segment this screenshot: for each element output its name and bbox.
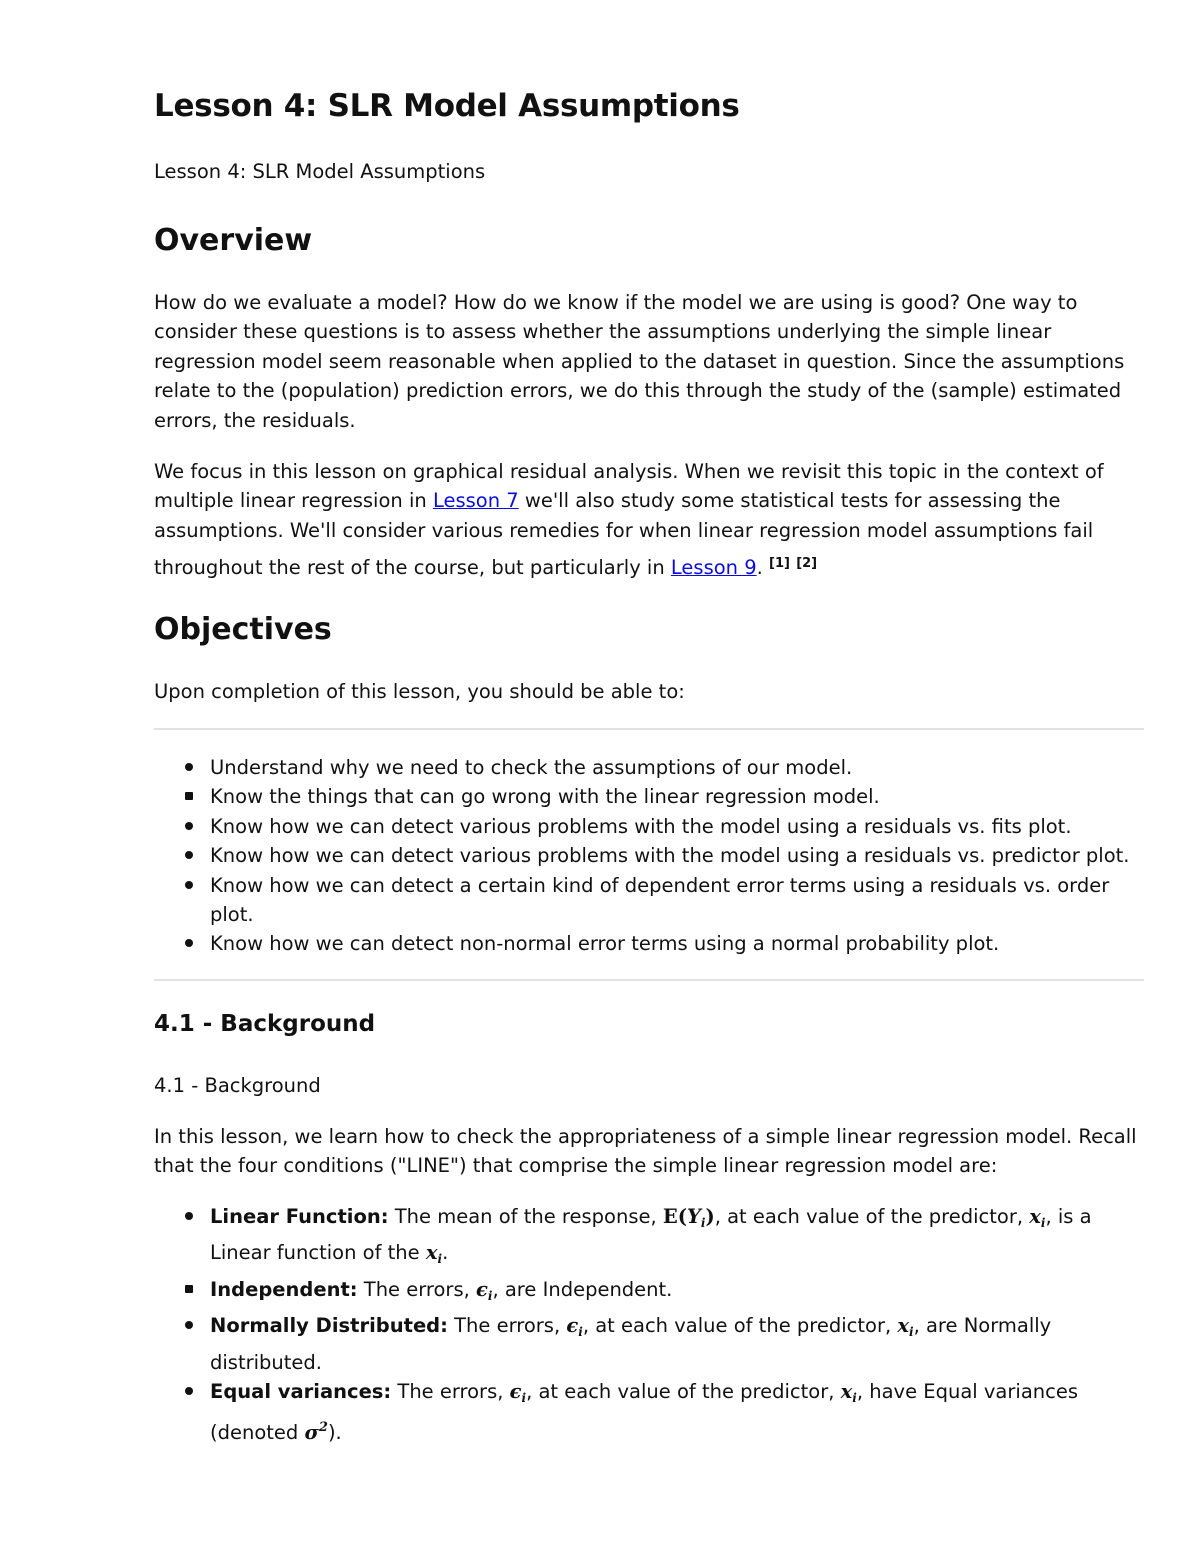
bullet-icon — [185, 1387, 193, 1395]
objectives-heading: Objectives — [154, 612, 332, 647]
text-segment: (denoted — [210, 1421, 305, 1445]
math-subscript: i — [437, 1252, 443, 1267]
list-item — [154, 753, 1144, 782]
footnote-ref-1[interactable]: [1] — [769, 556, 790, 572]
list-item-text — [210, 1238, 1144, 1274]
text-segment: throughout the rest of the course, but particularly in — [154, 556, 671, 580]
list-item — [154, 1202, 1144, 1275]
bullet-icon — [185, 1285, 193, 1293]
math-subscript: i — [1040, 1216, 1046, 1230]
background-intro — [154, 1122, 1144, 1181]
bullet-icon — [185, 763, 193, 771]
line-conditions-list — [154, 1202, 1144, 1448]
math-symbol: Y — [686, 1205, 701, 1228]
condition-term: Independent: — [210, 1277, 358, 1301]
objectives-list — [154, 753, 1144, 959]
math-symbol: x — [897, 1314, 909, 1338]
bullet-icon — [185, 881, 193, 889]
math-expectation: $E(Y_i)$ — [662, 1205, 715, 1230]
section-subtitle — [154, 1071, 1144, 1100]
footnote-ref-2[interactable]: [2] — [796, 556, 818, 572]
text-segment: , have Equal variances — [856, 1380, 1079, 1404]
overview-paragraph-1 — [154, 288, 1144, 435]
math-symbol — [425, 1241, 443, 1267]
text-line: How do we evaluate a model? How do we know if the model we are using is good? One way to — [154, 291, 1078, 314]
text-line — [154, 549, 1144, 578]
list-item — [154, 1275, 1144, 1311]
list-item — [154, 841, 1144, 870]
list-item-text — [210, 1202, 1144, 1238]
list-item — [154, 812, 1144, 841]
bullet-icon — [185, 1321, 193, 1329]
list-item-text: Know the things that can go wrong with the linear regression model. — [210, 785, 880, 809]
math-symbol: σ — [304, 1421, 319, 1445]
page-title: Lesson 4: SLR Model Assumptions — [154, 88, 740, 124]
condition-term: Normally Distributed: — [210, 1314, 448, 1338]
list-item-text — [210, 1311, 1144, 1347]
condition-term: Linear Function: — [210, 1205, 389, 1228]
bullet-icon — [185, 792, 193, 800]
list-item-text: Know how we can detect a certain kind of dependent error terms using a residuals vs. order — [210, 873, 1110, 897]
list-item-text: distributed. — [210, 1350, 322, 1374]
math-superscript: 2 — [318, 1420, 328, 1436]
text-segment: . — [756, 556, 763, 580]
math-subscript: i — [852, 1391, 857, 1406]
list-item-text: Know how we can detect various problems with the model using a residuals vs. fits plot. — [210, 814, 1072, 838]
overview-paragraph-2 — [154, 457, 1144, 579]
text-segment: , at each value of the predictor, — [582, 1314, 898, 1338]
list-item — [154, 929, 1144, 958]
lesson-9-link[interactable]: Lesson 9 — [670, 556, 757, 580]
list-item-text: Know how we can detect non-normal error terms using a normal probability plot. — [210, 932, 1000, 956]
math-subscript: i — [578, 1325, 583, 1340]
bullet-icon — [185, 1212, 193, 1220]
math-symbol: ϵ — [476, 1277, 488, 1301]
text-segment: , are Normally — [913, 1314, 1052, 1338]
text-segment: , at each value of the predictor, — [714, 1205, 1030, 1228]
list-item-text: Understand why we need to check the assumptions of our model. — [210, 756, 853, 779]
condition-term: Equal variances: — [210, 1380, 392, 1404]
math-symbol — [566, 1314, 583, 1340]
text-line: relate to the (population) prediction errors, we do this through the study of the (sample) estimated — [154, 379, 1122, 403]
text-segment: . — [442, 1241, 449, 1265]
math-subscript: i — [700, 1216, 706, 1230]
divider — [154, 728, 1144, 730]
math-symbol: E — [662, 1205, 678, 1228]
list-item-text — [210, 1413, 1144, 1447]
list-item-text — [210, 1275, 1144, 1311]
text-segment: Linear function of the — [210, 1241, 426, 1265]
overview-heading: Overview — [154, 223, 313, 258]
math-symbol — [1029, 1205, 1045, 1228]
math-symbol — [509, 1380, 527, 1406]
text-line: We focus in this lesson on graphical residual analysis. When we revisit this topic in the context of — [154, 460, 1104, 483]
text-line: that the four conditions ("LINE") that comprise the simple linear regression model are: — [154, 1154, 998, 1178]
list-item — [154, 1311, 1144, 1377]
text-line: 4.1 - Background — [154, 1074, 321, 1097]
list-item — [154, 1377, 1144, 1448]
math-symbol — [687, 1205, 705, 1228]
text-line — [154, 486, 1144, 515]
bullet-icon — [185, 939, 193, 947]
text-line: consider these questions is to assess whether the assumptions underlying the simple linear — [154, 320, 1052, 344]
math-symbol: ϵ — [509, 1380, 522, 1404]
divider — [154, 979, 1144, 981]
section-heading: 4.1 - Background — [154, 1011, 376, 1037]
math-symbol — [305, 1421, 328, 1444]
math-symbol: x — [425, 1241, 438, 1265]
text-line: regression model seem reasonable when applied to the dataset in question. Since the assumptions — [154, 349, 1125, 373]
text-line: Upon completion of this lesson, you should be able to: — [154, 680, 685, 703]
bullet-icon — [185, 822, 193, 830]
text-segment: ). — [327, 1421, 342, 1445]
list-item-text: plot. — [210, 903, 254, 927]
text-segment: The errors, — [447, 1314, 567, 1338]
math-subscript: i — [521, 1391, 527, 1406]
text-segment: , is a — [1045, 1205, 1092, 1228]
list-item — [154, 871, 1144, 930]
list-item-text: Know how we can detect various problems with the model using a residuals vs. predictor plot. — [210, 844, 1130, 868]
text-segment: we'll also study some statistical tests for assessing the — [518, 489, 1061, 513]
text-line: assumptions. We'll consider various remedies for when linear regression model assumptions fail — [154, 518, 1094, 542]
text-segment: multiple linear regression in — [154, 489, 433, 513]
math-symbol — [897, 1314, 914, 1340]
text-line: In this lesson, we learn how to check the appropriateness of a simple linear regression model. Recall — [154, 1125, 1137, 1148]
text-segment: The errors, — [357, 1277, 477, 1301]
math-symbol: x — [840, 1380, 853, 1404]
text-segment: , at each value of the predictor, — [526, 1380, 841, 1404]
bullet-icon — [185, 851, 193, 859]
text-segment: , are Independent. — [492, 1277, 673, 1301]
text-line: errors, the residuals. — [154, 408, 356, 432]
math-symbol — [840, 1380, 857, 1406]
list-item-text — [210, 1377, 1144, 1413]
math-symbol — [476, 1278, 492, 1301]
math-symbol: ϵ — [566, 1314, 579, 1338]
math-symbol: x — [1029, 1205, 1041, 1228]
text-segment: The errors, — [391, 1380, 510, 1404]
math-subscript: i — [909, 1325, 914, 1340]
page-subtitle: Lesson 4: SLR Model Assumptions — [154, 160, 486, 183]
lesson-7-link[interactable]: Lesson 7 — [432, 489, 519, 513]
text-segment: The mean of the response, — [388, 1205, 663, 1228]
list-item — [154, 782, 1144, 811]
math-subscript: i — [487, 1288, 493, 1303]
objectives-intro — [154, 677, 1144, 706]
